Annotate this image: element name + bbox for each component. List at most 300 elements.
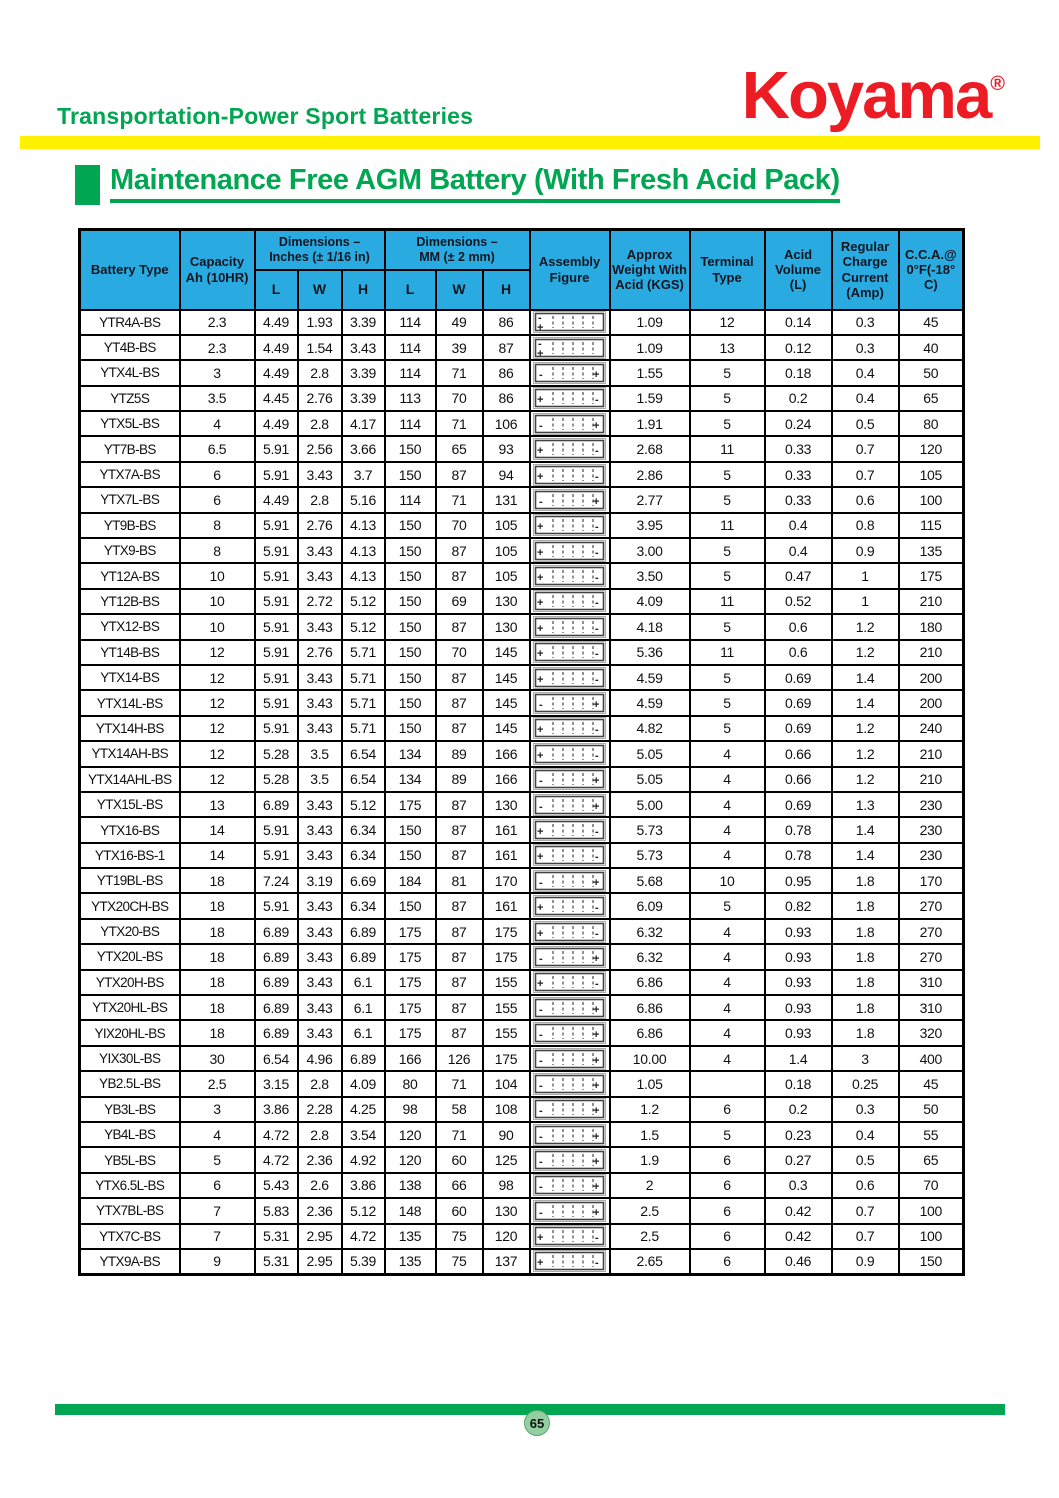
cell-charge-current: 0.8	[832, 513, 899, 538]
cell-capacity: 14	[180, 817, 255, 842]
svg-text:-: -	[539, 1054, 543, 1067]
assembly-figure-icon	[533, 1098, 606, 1120]
svg-text:-: -	[539, 1181, 543, 1194]
cell-terminal: 5	[690, 411, 765, 436]
cell-charge-current: 0.6	[832, 1173, 899, 1198]
cell-charge-current: 1.2	[832, 741, 899, 766]
cell-mm-w: 87	[436, 944, 483, 969]
assembly-figure-icon	[533, 1048, 606, 1070]
svg-text:-: -	[539, 1003, 543, 1016]
cell-mm-h: 145	[483, 690, 530, 715]
cell-charge-current: 1.8	[832, 893, 899, 918]
cell-terminal: 6	[690, 1147, 765, 1172]
svg-text:+: +	[537, 1232, 544, 1245]
assembly-figure-icon	[533, 1022, 606, 1044]
cell-charge-current: 1	[832, 563, 899, 588]
cell-mm-w: 87	[436, 716, 483, 741]
cell-mm-h: 86	[483, 386, 530, 411]
cell-figure	[530, 487, 610, 512]
cell-figure	[530, 1173, 610, 1198]
cell-capacity: 3.5	[180, 386, 255, 411]
cell-figure	[530, 411, 610, 436]
cell-type: YTX16-BS-1	[80, 843, 180, 868]
cell-in-l: 4.72	[255, 1147, 298, 1172]
table-row	[80, 1249, 964, 1274]
cell-mm-w: 89	[436, 741, 483, 766]
cell-in-h: 6.34	[342, 817, 385, 842]
cell-mm-l: 114	[385, 335, 436, 360]
svg-text:-: -	[539, 876, 543, 889]
cell-mm-h: 130	[483, 792, 530, 817]
cell-in-w: 4.96	[298, 1046, 342, 1071]
table-row	[80, 640, 964, 665]
cell-in-l: 6.54	[255, 1046, 298, 1071]
cell-weight: 2	[610, 1173, 690, 1198]
cell-in-w: 2.8	[298, 487, 342, 512]
cell-mm-l: 80	[385, 1071, 436, 1096]
cell-in-l: 5.91	[255, 563, 298, 588]
cell-charge-current: 0.9	[832, 1249, 899, 1274]
table-row	[80, 1224, 964, 1249]
table-row	[80, 1046, 964, 1071]
cell-in-w: 3.43	[298, 944, 342, 969]
cell-capacity: 18	[180, 1020, 255, 1045]
cell-in-l: 5.91	[255, 462, 298, 487]
table-row	[80, 614, 964, 639]
cell-weight: 6.86	[610, 970, 690, 995]
svg-text:+: +	[593, 876, 600, 889]
cell-capacity: 18	[180, 893, 255, 918]
cell-figure	[530, 817, 610, 842]
cell-capacity: 12	[180, 767, 255, 792]
cell-capacity: 12	[180, 741, 255, 766]
cell-charge-current: 0.3	[832, 335, 899, 360]
cell-figure	[530, 310, 610, 335]
table-row	[80, 386, 964, 411]
cell-mm-h: 170	[483, 868, 530, 893]
cell-acid-volume: 0.14	[765, 310, 832, 335]
cell-in-h: 6.54	[342, 767, 385, 792]
cell-acid-volume: 0.69	[765, 716, 832, 741]
svg-text:+: +	[537, 902, 544, 915]
svg-text:+: +	[593, 1181, 600, 1194]
cell-capacity: 12	[180, 665, 255, 690]
cell-terminal: 5	[690, 487, 765, 512]
cell-figure	[530, 690, 610, 715]
cell-terminal: 5	[690, 716, 765, 741]
cell-in-l: 4.49	[255, 335, 298, 360]
cell-capacity: 8	[180, 513, 255, 538]
cell-figure	[530, 1020, 610, 1045]
cell-terminal: 10	[690, 868, 765, 893]
cell-mm-h: 145	[483, 716, 530, 741]
cell-in-h: 6.89	[342, 1046, 385, 1071]
cell-capacity: 8	[180, 538, 255, 563]
cell-terminal: 11	[690, 436, 765, 461]
subcol-inches-w: W	[298, 270, 342, 310]
cell-mm-w: 87	[436, 970, 483, 995]
cell-mm-l: 175	[385, 944, 436, 969]
cell-mm-w: 71	[436, 487, 483, 512]
cell-acid-volume: 1.4	[765, 1046, 832, 1071]
subcol-inches-h: H	[342, 270, 385, 310]
cell-in-h: 6.1	[342, 1020, 385, 1045]
svg-text:-: -	[595, 927, 599, 940]
cell-terminal: 5	[690, 462, 765, 487]
svg-text:-: -	[539, 495, 543, 508]
cell-in-h: 6.34	[342, 843, 385, 868]
cell-type: YTX6.5L-BS	[80, 1173, 180, 1198]
cell-mm-h: 87	[483, 335, 530, 360]
cell-cca: 230	[899, 792, 964, 817]
cell-cca: 100	[899, 487, 964, 512]
cell-mm-l: 150	[385, 690, 436, 715]
cell-weight: 4.59	[610, 665, 690, 690]
spec-table-body	[80, 310, 964, 1275]
cell-capacity: 10	[180, 563, 255, 588]
cell-type: YTX14AHL-BS	[80, 767, 180, 792]
col-header-weight: Approx Weight With Acid (KGS)	[610, 230, 690, 310]
cell-type: YB2.5L-BS	[80, 1071, 180, 1096]
cell-capacity: 14	[180, 843, 255, 868]
cell-mm-h: 106	[483, 411, 530, 436]
cell-type: YTX7L-BS	[80, 487, 180, 512]
cell-in-l: 6.89	[255, 792, 298, 817]
cell-figure	[530, 1097, 610, 1122]
cell-weight: 1.09	[610, 310, 690, 335]
cell-mm-h: 130	[483, 589, 530, 614]
page-number-badge	[524, 1410, 550, 1436]
cell-mm-w: 75	[436, 1249, 483, 1274]
cell-terminal: 4	[690, 817, 765, 842]
assembly-figure-icon	[533, 1200, 606, 1222]
assembly-figure-icon	[533, 641, 606, 663]
cell-in-h: 3.43	[342, 335, 385, 360]
cell-mm-h: 137	[483, 1249, 530, 1274]
svg-text:+: +	[537, 648, 544, 661]
cell-mm-w: 81	[436, 868, 483, 893]
cell-type: YT12A-BS	[80, 563, 180, 588]
cell-acid-volume: 0.42	[765, 1198, 832, 1223]
cell-in-l: 5.31	[255, 1224, 298, 1249]
svg-text:-: -	[595, 445, 599, 458]
cell-cca: 210	[899, 640, 964, 665]
cell-cca: 45	[899, 310, 964, 335]
page-tagline: Transportation-Power Sport Batteries	[57, 103, 474, 129]
cell-in-h: 5.12	[342, 1198, 385, 1223]
cell-mm-l: 150	[385, 665, 436, 690]
registered-trademark-icon: ®	[990, 73, 1005, 95]
table-row	[80, 716, 964, 741]
cell-mm-h: 94	[483, 462, 530, 487]
cell-mm-h: 86	[483, 310, 530, 335]
cell-in-h: 3.7	[342, 462, 385, 487]
cell-mm-h: 166	[483, 767, 530, 792]
cell-charge-current: 0.7	[832, 1198, 899, 1223]
cell-in-w: 3.43	[298, 792, 342, 817]
cell-cca: 45	[899, 1071, 964, 1096]
cell-acid-volume: 0.66	[765, 767, 832, 792]
cell-mm-h: 90	[483, 1122, 530, 1147]
assembly-figure-icon	[533, 946, 606, 968]
cell-cca: 105	[899, 462, 964, 487]
cell-charge-current: 1.8	[832, 970, 899, 995]
assembly-figure-icon	[533, 692, 606, 714]
cell-acid-volume: 0.4	[765, 513, 832, 538]
cell-type: YTX20-BS	[80, 919, 180, 944]
cell-cca: 80	[899, 411, 964, 436]
cell-mm-h: 161	[483, 843, 530, 868]
cell-in-l: 3.86	[255, 1097, 298, 1122]
svg-text:+: +	[537, 978, 544, 991]
cell-weight: 5.73	[610, 817, 690, 842]
cell-terminal: 4	[690, 995, 765, 1020]
cell-type: YT7B-BS	[80, 436, 180, 461]
svg-text:-: -	[595, 546, 599, 559]
cell-mm-h: 155	[483, 1020, 530, 1045]
cell-weight: 1.59	[610, 386, 690, 411]
cell-mm-l: 150	[385, 640, 436, 665]
cell-weight: 1.2	[610, 1097, 690, 1122]
cell-mm-w: 87	[436, 690, 483, 715]
cell-mm-l: 148	[385, 1198, 436, 1223]
assembly-figure-icon	[533, 337, 606, 359]
cell-weight: 6.86	[610, 1020, 690, 1045]
cell-figure	[530, 640, 610, 665]
table-row	[80, 970, 964, 995]
cell-terminal: 5	[690, 563, 765, 588]
cell-in-h: 6.1	[342, 970, 385, 995]
cell-terminal: 4	[690, 741, 765, 766]
cell-in-l: 5.91	[255, 843, 298, 868]
cell-figure	[530, 1147, 610, 1172]
cell-type: YTX12-BS	[80, 614, 180, 639]
svg-text:+: +	[593, 1156, 600, 1169]
cell-acid-volume: 0.52	[765, 589, 832, 614]
cell-type: YTX14L-BS	[80, 690, 180, 715]
cell-in-h: 4.92	[342, 1147, 385, 1172]
cell-capacity: 6	[180, 487, 255, 512]
cell-type: YB4L-BS	[80, 1122, 180, 1147]
cell-mm-w: 87	[436, 893, 483, 918]
cell-terminal: 4	[690, 767, 765, 792]
cell-mm-w: 58	[436, 1097, 483, 1122]
cell-in-w: 2.8	[298, 1122, 342, 1147]
cell-mm-h: 86	[483, 360, 530, 385]
cell-mm-l: 150	[385, 513, 436, 538]
cell-type: YTX20HL-BS	[80, 995, 180, 1020]
cell-charge-current: 0.6	[832, 487, 899, 512]
cell-charge-current: 1	[832, 589, 899, 614]
svg-text:+: +	[537, 1257, 544, 1270]
cell-acid-volume: 0.2	[765, 386, 832, 411]
svg-text:-: -	[539, 775, 543, 788]
cell-mm-l: 150	[385, 843, 436, 868]
cell-in-h: 5.16	[342, 487, 385, 512]
cell-in-h: 5.39	[342, 1249, 385, 1274]
cell-mm-h: 175	[483, 919, 530, 944]
cell-in-l: 5.91	[255, 640, 298, 665]
cell-acid-volume: 0.93	[765, 970, 832, 995]
assembly-figure-icon	[533, 743, 606, 765]
cell-weight: 6.32	[610, 944, 690, 969]
cell-in-w: 2.56	[298, 436, 342, 461]
cell-in-l: 5.91	[255, 436, 298, 461]
cell-cca: 100	[899, 1198, 964, 1223]
cell-mm-l: 184	[385, 868, 436, 893]
cell-acid-volume: 0.24	[765, 411, 832, 436]
cell-in-h: 6.69	[342, 868, 385, 893]
svg-text:-: -	[538, 312, 542, 325]
cell-type: YTX14-BS	[80, 665, 180, 690]
assembly-figure-icon	[533, 997, 606, 1019]
cell-charge-current: 1.2	[832, 716, 899, 741]
cell-mm-l: 120	[385, 1147, 436, 1172]
table-row	[80, 335, 964, 360]
cell-in-h: 4.25	[342, 1097, 385, 1122]
svg-text:+: +	[593, 952, 600, 965]
cell-cca: 210	[899, 767, 964, 792]
table-row	[80, 513, 964, 538]
svg-text:+: +	[593, 1206, 600, 1219]
cell-charge-current: 0.5	[832, 411, 899, 436]
cell-terminal: 4	[690, 1020, 765, 1045]
svg-text:+: +	[537, 749, 544, 762]
cell-charge-current: 1.8	[832, 1020, 899, 1045]
cell-mm-h: 93	[483, 436, 530, 461]
cell-type: YTX9A-BS	[80, 1249, 180, 1274]
subcol-mm-l: L	[385, 270, 436, 310]
svg-text:-: -	[595, 724, 599, 737]
svg-text:-: -	[595, 673, 599, 686]
page-title: Maintenance Free AGM Battery (With Fresh Acid Pack)	[110, 165, 840, 203]
cell-charge-current: 0.4	[832, 1122, 899, 1147]
cell-figure	[530, 767, 610, 792]
cell-type: YB5L-BS	[80, 1147, 180, 1172]
cell-terminal: 5	[690, 538, 765, 563]
cell-weight: 2.77	[610, 487, 690, 512]
cell-in-l: 4.49	[255, 360, 298, 385]
svg-text:-: -	[595, 572, 599, 585]
cell-in-h: 6.54	[342, 741, 385, 766]
cell-capacity: 7	[180, 1198, 255, 1223]
cell-mm-w: 71	[436, 360, 483, 385]
svg-text:-: -	[539, 952, 543, 965]
cell-figure	[530, 386, 610, 411]
cell-mm-l: 150	[385, 817, 436, 842]
cell-mm-h: 120	[483, 1224, 530, 1249]
cell-figure	[530, 868, 610, 893]
svg-text:-: -	[595, 470, 599, 483]
cell-in-h: 5.71	[342, 716, 385, 741]
cell-in-w: 3.43	[298, 665, 342, 690]
table-row	[80, 944, 964, 969]
cell-cca: 70	[899, 1173, 964, 1198]
cell-terminal: 6	[690, 1097, 765, 1122]
cell-in-w: 2.28	[298, 1097, 342, 1122]
cell-in-l: 5.91	[255, 614, 298, 639]
cell-weight: 4.18	[610, 614, 690, 639]
cell-in-h: 3.66	[342, 436, 385, 461]
cell-in-l: 5.91	[255, 665, 298, 690]
svg-text:+: +	[537, 546, 544, 559]
cell-cca: 320	[899, 1020, 964, 1045]
cell-in-h: 4.13	[342, 538, 385, 563]
cell-in-w: 3.43	[298, 462, 342, 487]
cell-terminal: 4	[690, 970, 765, 995]
cell-in-l: 5.28	[255, 741, 298, 766]
assembly-figure-icon	[533, 1124, 606, 1146]
cell-charge-current: 0.3	[832, 310, 899, 335]
assembly-figure-icon	[533, 1174, 606, 1196]
cell-mm-w: 87	[436, 462, 483, 487]
cell-acid-volume: 0.18	[765, 360, 832, 385]
cell-mm-l: 150	[385, 436, 436, 461]
cell-mm-h: 145	[483, 665, 530, 690]
cell-type: YT14B-BS	[80, 640, 180, 665]
svg-text:-: -	[595, 902, 599, 915]
cell-figure	[530, 970, 610, 995]
cell-terminal: 6	[690, 1249, 765, 1274]
cell-mm-l: 150	[385, 716, 436, 741]
cell-mm-w: 70	[436, 386, 483, 411]
cell-acid-volume: 0.33	[765, 487, 832, 512]
cell-figure	[530, 1071, 610, 1096]
cell-mm-l: 150	[385, 563, 436, 588]
assembly-figure-icon	[533, 1250, 606, 1272]
cell-mm-h: 105	[483, 513, 530, 538]
assembly-figure-icon	[533, 1073, 606, 1095]
cell-mm-w: 87	[436, 995, 483, 1020]
cell-cca: 65	[899, 1147, 964, 1172]
cell-in-w: 2.95	[298, 1224, 342, 1249]
cell-mm-w: 87	[436, 843, 483, 868]
svg-text:+: +	[593, 775, 600, 788]
cell-terminal: 5	[690, 665, 765, 690]
svg-text:+: +	[537, 724, 544, 737]
cell-in-h: 3.39	[342, 386, 385, 411]
cell-mm-l: 175	[385, 1020, 436, 1045]
svg-text:-: -	[539, 699, 543, 712]
cell-capacity: 18	[180, 868, 255, 893]
cell-capacity: 12	[180, 640, 255, 665]
cell-in-l: 4.72	[255, 1122, 298, 1147]
cell-cca: 50	[899, 1097, 964, 1122]
cell-in-l: 7.24	[255, 868, 298, 893]
cell-terminal: 5	[690, 690, 765, 715]
cell-mm-h: 155	[483, 970, 530, 995]
svg-text:-: -	[595, 597, 599, 610]
assembly-figure-icon	[533, 1149, 606, 1171]
cell-type: YTX4L-BS	[80, 360, 180, 385]
cell-in-w: 3.19	[298, 868, 342, 893]
cell-in-l: 5.83	[255, 1198, 298, 1223]
cell-capacity: 13	[180, 792, 255, 817]
cell-in-w: 2.8	[298, 411, 342, 436]
cell-cca: 230	[899, 817, 964, 842]
cell-in-w: 3.5	[298, 767, 342, 792]
spec-table-head	[80, 230, 964, 310]
cell-terminal: 13	[690, 335, 765, 360]
cell-terminal: 11	[690, 513, 765, 538]
cell-mm-l: 175	[385, 995, 436, 1020]
table-row	[80, 1020, 964, 1045]
cell-in-l: 5.91	[255, 893, 298, 918]
col-header-cca: C.C.A.@ 0°F(-18° C)	[899, 230, 964, 310]
cell-type: YTX14AH-BS	[80, 741, 180, 766]
cell-in-w: 3.43	[298, 919, 342, 944]
cell-acid-volume: 0.93	[765, 944, 832, 969]
